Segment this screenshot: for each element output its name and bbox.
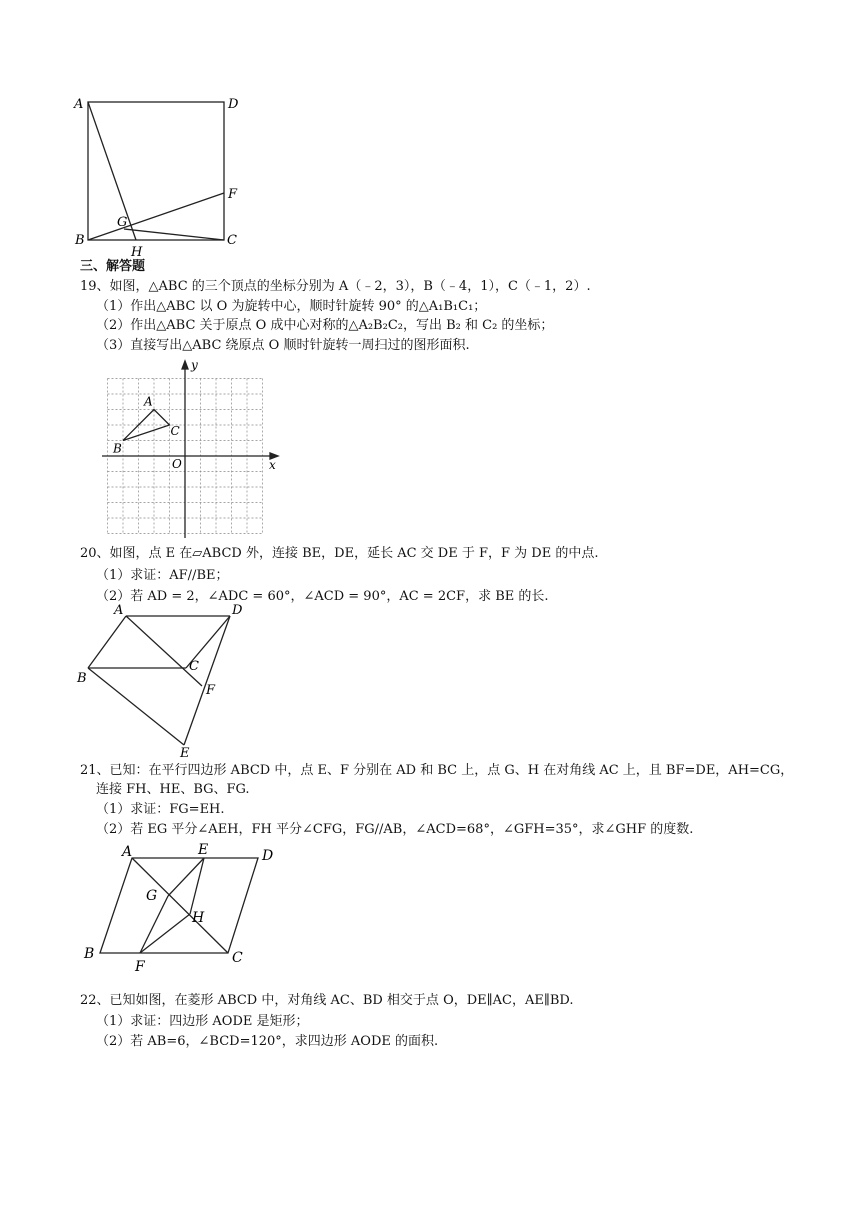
segment-AB (88, 616, 126, 668)
label-C: C (189, 659, 199, 674)
segment-EH (190, 858, 204, 914)
label-D: D (262, 848, 274, 864)
label-D: D (228, 97, 239, 112)
label-B: B (77, 671, 87, 686)
q19-part1: （1）作出△ABC 以 O 为旋转中心，顺时针旋转 90° 的△A₁B₁C₁； (96, 299, 487, 314)
segment-GC (124, 229, 224, 240)
q19-stem: 19、如图，△ABC 的三个顶点的坐标分别为 A（﹣2，3），B（﹣4，1），C（﹣1，2）. (80, 279, 591, 294)
q20-part1: （1）求证：AF//BE； (96, 568, 229, 583)
label-F: F (135, 959, 145, 974)
label-H: H (192, 910, 205, 926)
label-x: x (269, 458, 276, 472)
triangle-ABC (123, 410, 170, 441)
label-G: G (146, 888, 158, 904)
label-B: B (84, 946, 95, 962)
q20-part2: （2）若 AD = 2，∠ADC = 60°，∠ACD = 90°，AC = 2CF，求 BE 的长. (96, 589, 549, 604)
label-H: H (131, 245, 143, 260)
label-E: E (198, 842, 209, 858)
q21-stem2: 连接 FH、HE、BG、FG. (96, 782, 250, 797)
square-figure (70, 92, 250, 260)
label-C: C (227, 233, 237, 248)
label-A: A (74, 97, 84, 112)
parallelogram-figure-q20 (72, 600, 252, 760)
segment-FG (140, 896, 168, 953)
label-E: E (180, 746, 190, 760)
label-A: A (114, 603, 124, 618)
label-F: F (206, 683, 216, 698)
label-C: C (170, 424, 180, 438)
label-O: O (172, 457, 182, 471)
y-axis-arrow (182, 361, 188, 369)
q19-part3: （3）直接写出△ABC 绕原点 O 顺时针旋转一周扫过的图形面积. (96, 338, 470, 353)
label-G: G (117, 215, 128, 230)
q20-stem: 20、如图，点 E 在▱ABCD 外，连接 BE，DE，延长 AC 交 DE 于 F，F 为 DE 的中点. (80, 546, 599, 561)
label-A: A (144, 394, 153, 409)
section-title: 三、解答题 (80, 259, 146, 274)
segment-AH (88, 102, 136, 240)
label-C: C (232, 950, 243, 966)
q21-part1: （1）求证：FG=EH. (96, 802, 225, 817)
label-y: y (191, 358, 198, 372)
label-A: A (122, 844, 133, 860)
coordinate-grid-figure (100, 355, 280, 540)
square-outline (88, 102, 224, 240)
segment-FH (140, 914, 190, 953)
parallelogram-ABCD (100, 858, 258, 953)
segment-DE (184, 616, 230, 745)
q19-part2: （2）作出△ABC 关于原点 O 成中心对称的△A₂B₂C₂，写出 B₂ 和 C₂ 的坐标； (96, 318, 554, 333)
parallelogram-figure-q21 (80, 838, 280, 974)
label-D: D (232, 603, 243, 618)
label-B: B (113, 441, 122, 456)
segment-BE (88, 668, 184, 745)
segment-AF (126, 616, 202, 686)
q21-stem: 21、已知：在平行四边形 ABCD 中，点 E、F 分别在 AD 和 BC 上，点 G、H 在对角线 AC 上，且 BF=DE，AH=CG， (80, 763, 794, 778)
label-B: B (75, 233, 85, 248)
label-F: F (228, 187, 238, 202)
q21-part2: （2）若 EG 平分∠AEH，FH 平分∠CFG，FG//AB，∠ACD=68°，∠GFH=35°，求∠GHF 的度数. (96, 822, 694, 837)
q22-part1: （1）求证：四边形 AODE 是矩形； (96, 1014, 309, 1029)
q22-stem: 22、已知如图，在菱形 ABCD 中，对角线 AC、BD 相交于点 O，DE∥AC，AE∥BD. (80, 993, 574, 1008)
q22-part2: （2）若 AB=6，∠BCD=120°，求四边形 AODE 的面积. (96, 1034, 439, 1049)
